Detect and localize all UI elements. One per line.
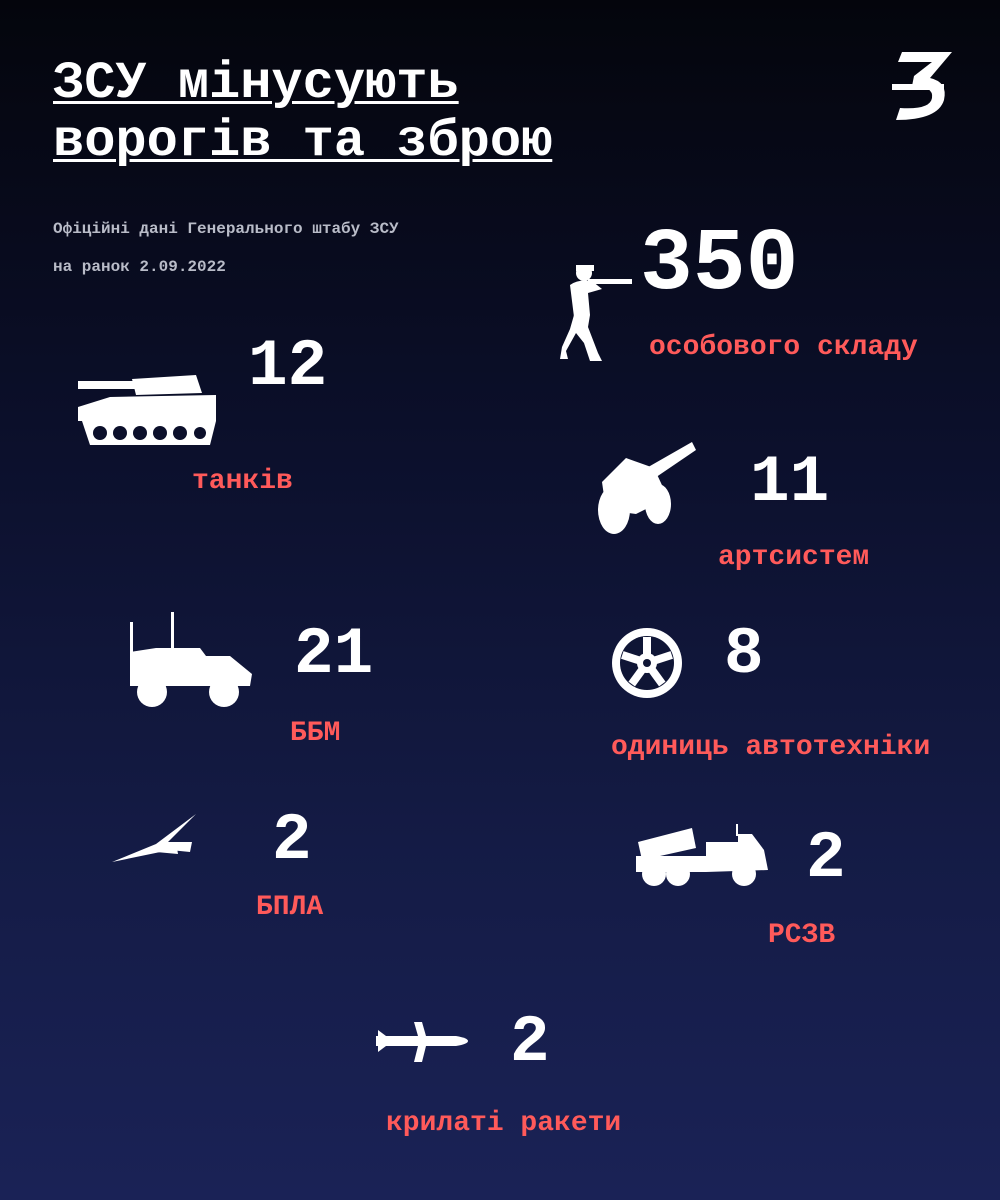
tank-icon bbox=[76, 373, 220, 449]
artillery-value: 11 bbox=[750, 445, 830, 520]
personnel-label: особового складу bbox=[649, 332, 918, 363]
armored-vehicle-icon bbox=[126, 612, 254, 712]
apv-label: ББМ bbox=[290, 718, 341, 749]
tanks-label: танків bbox=[192, 466, 293, 497]
uav-label: БПЛА bbox=[256, 892, 324, 923]
wheel-icon bbox=[611, 627, 683, 699]
missile-icon bbox=[374, 1018, 470, 1064]
page-title bbox=[53, 55, 552, 171]
tanks-value: 12 bbox=[248, 329, 328, 404]
uav-value: 2 bbox=[272, 803, 312, 878]
title-line-1: ЗСУ мінусують bbox=[53, 54, 459, 113]
vehicles-label: одиниць автотехніки bbox=[611, 732, 931, 763]
mlrs-label: РСЗВ bbox=[768, 920, 836, 951]
mlrs-value: 2 bbox=[806, 821, 846, 896]
artillery-label: артсистем bbox=[718, 542, 870, 573]
title-line-2: ворогів та зброю bbox=[53, 112, 553, 171]
apv-value: 21 bbox=[294, 617, 374, 692]
mlrs-truck-icon bbox=[634, 820, 774, 890]
logo bbox=[888, 48, 958, 124]
missiles-value: 2 bbox=[510, 1005, 550, 1080]
drone-icon bbox=[110, 812, 200, 866]
soldier-icon bbox=[558, 263, 634, 365]
personnel-value: 350 bbox=[640, 216, 799, 315]
date-line: на ранок 2.09.2022 bbox=[53, 258, 226, 276]
artillery-icon bbox=[596, 438, 698, 536]
source-line: Офіційні дані Генерального штабу ЗСУ bbox=[53, 220, 399, 238]
vehicles-value: 8 bbox=[724, 617, 764, 692]
missiles-label: крилаті ракети bbox=[386, 1108, 622, 1139]
